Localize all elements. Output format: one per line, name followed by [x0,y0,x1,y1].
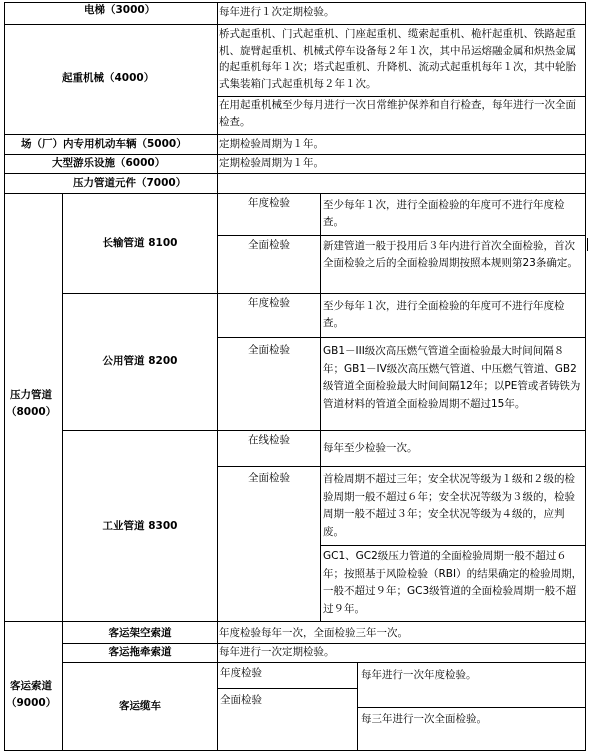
subcategory-long-pipe: 长输管道 8100 [102,237,178,249]
category-elevator: 电梯（3000） [84,4,156,16]
grid-line [585,2,586,751]
grid-line [62,643,586,644]
public-full-label: 全面检验 [248,344,290,356]
cable-car-full-rule: 每三年进行一次全面检验。 [361,713,487,725]
long-full-label: 全面检验 [248,239,290,251]
cable-car-annual-rule: 每年进行一次年度检验。 [361,669,477,681]
subcategory-industrial-pipe: 工业管道 8300 [102,520,178,532]
grid-line [4,2,586,3]
subcategory-public-pipe: 公用管道 8200 [102,355,178,367]
grid-line [217,235,586,236]
industrial-online-rule: 每年至少检验一次。 [323,442,418,454]
rule-crane-2: 在用起重机械至少每月进行一次日常维护保养和自行检查，每年进行一次全面检查。 [219,99,576,128]
industrial-online-label: 在线检验 [248,434,290,446]
edge-mark [587,238,588,251]
grid-line [4,24,586,25]
grid-line [4,621,586,622]
grid-line [4,173,586,174]
subcategory-aerial-ropeway: 客运架空索道 [108,627,172,639]
grid-line [62,430,586,431]
industrial-full-rule-2: GC1、GC2级压力管道的全面检验周期一般不超过６年；按照基于风险检验（RBI）的结果确定的检验周期，一般不超过９年；GC3级管道的全面检验周期一般不超过９年。 [323,550,583,615]
cable-car-full-label: 全面检验 [220,694,262,706]
long-annual-label: 年度检验 [248,197,290,209]
grid-line [217,688,357,689]
rule-elevator: 每年进行１次定期检验。 [219,6,335,18]
rule-aerial-ropeway: 年度检验每年一次，全面检验三年一次。 [219,627,408,639]
grid-line [217,2,218,751]
long-full-rule: 新建管道一般于投用后３年内进行首次全面检验，首次全面检验之后的全面检验周期按照本规则第23条确定。 [323,240,578,269]
grid-line [320,545,586,546]
grid-line [4,2,5,751]
long-annual-rule: 至少每年１次，进行全面检验的年度可不进行年度检查。 [323,199,565,228]
grid-line [4,750,586,751]
category-ropeway: 客运索道（9000） [6,680,56,709]
grid-line [4,193,586,194]
rule-towed-ropeway: 每年进行一次定期检验。 [219,646,335,658]
industrial-full-rule-1: 首检周期不超过三年；安全状况等级为１级和２级的检验周期一般不超过６年；安全状况等级为３级的，检验周期一般不超过３年；安全状况等级为４级的，应判废。 [323,473,575,538]
category-vehicle: 场（厂）内专用机动车辆（5000） [21,138,187,150]
rule-amusement: 定期检验周期为１年。 [219,157,324,169]
subcategory-cable-car: 客运缆车 [119,700,161,712]
cable-car-annual-label: 年度检验 [220,667,262,679]
grid-line [357,707,586,708]
category-crane: 起重机械（4000） [62,72,155,84]
grid-line [320,193,321,622]
rule-crane-1: 桥式起重机、门式起重机、门座起重机、缆索起重机、桅杆起重机、铁路起重机、旋臂起重机、机械式停车设备每２年１次，其中吊运熔融金属和炽热金属的起重机每年１次；塔式起重机、升降机、流动式起重机每年１次，其中轮胎式集装箱门式起重机每２年１次。 [219,28,576,90]
category-pressure-pipe: 压力管道（8000） [6,389,56,418]
public-annual-rule: 至少每年１次，进行全面检验的年度可不进行年度检查。 [323,300,565,329]
industrial-full-label: 全面检验 [248,472,290,484]
public-full-rule: GB1－III级次高压燃气管道全面检验最大时间间隔８年；GB1－IV级次高压燃气管道、中压燃气管道、GB2级管道全面检验最大时间间隔12年；以PE管或者铸铁为管道材料的管道全面检验周期不超过15年。 [323,345,581,410]
grid-line [217,337,586,338]
grid-line [4,134,586,135]
subcategory-towed-ropeway: 客运拖牵索道 [108,646,172,658]
rule-vehicle: 定期检验周期为１年。 [219,138,324,150]
grid-line [62,193,63,622]
grid-line [217,96,586,97]
grid-line [62,293,586,294]
category-amusement: 大型游乐设施（6000） [52,157,166,169]
grid-line [4,154,586,155]
category-pipe-parts: 压力管道元件（7000） [73,177,187,189]
public-annual-label: 年度检验 [248,297,290,309]
rule-pipe-parts [219,176,585,192]
grid-line [217,466,586,467]
grid-line [62,662,586,663]
grid-line [62,621,63,751]
